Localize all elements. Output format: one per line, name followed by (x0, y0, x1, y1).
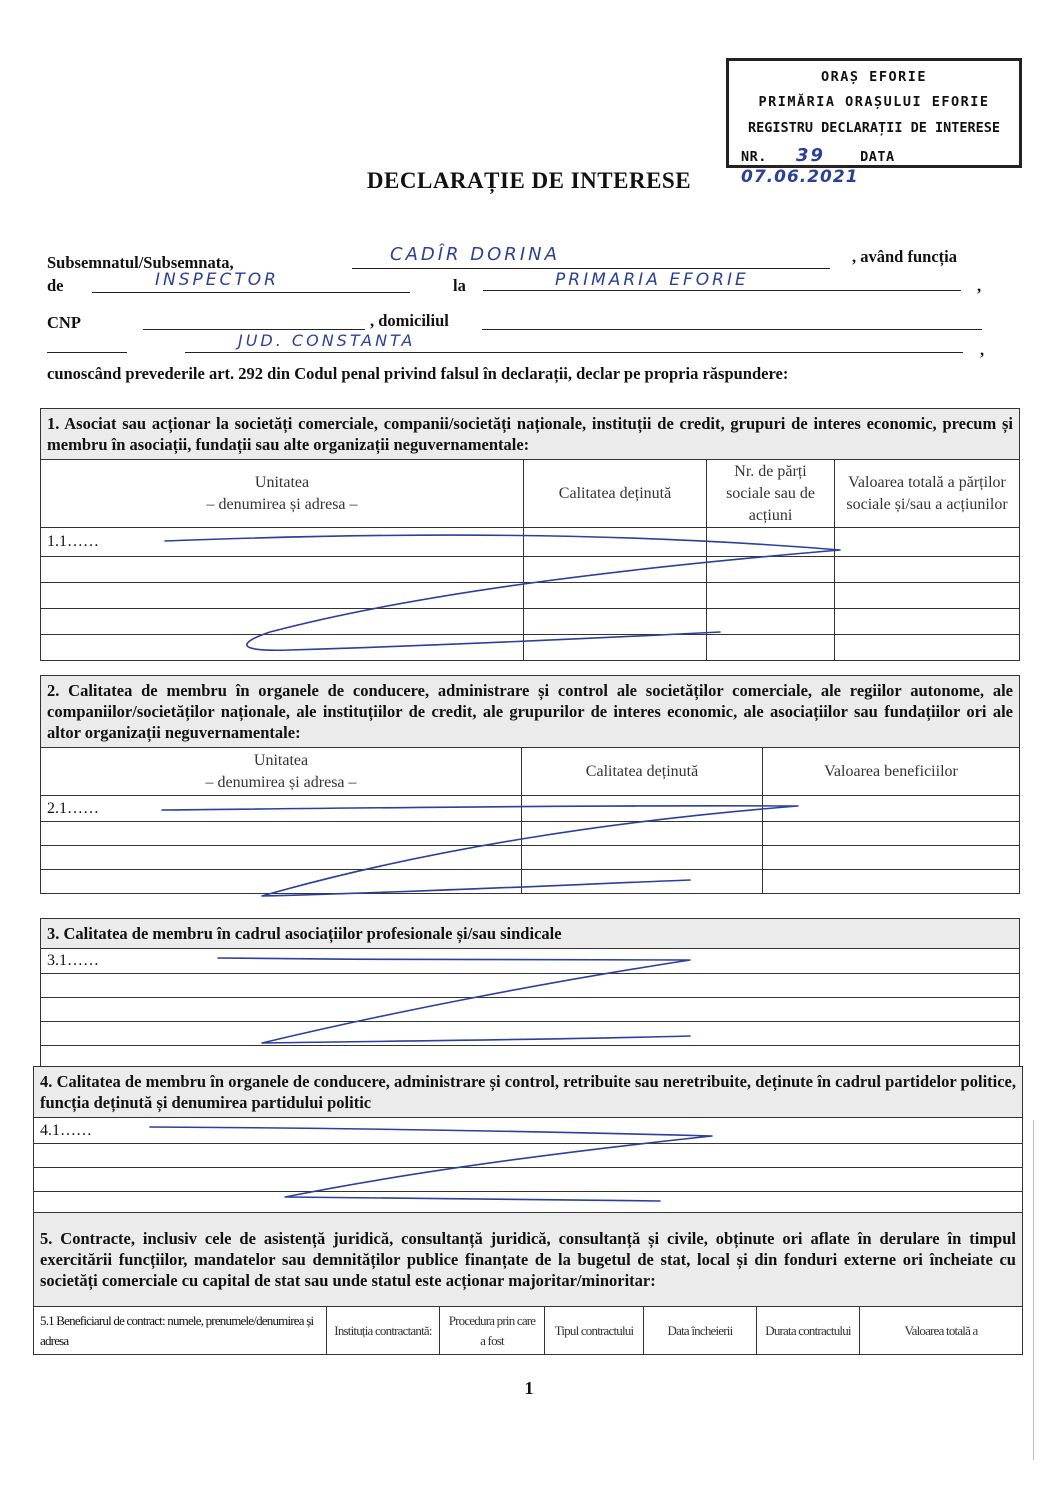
s5-col-value: Valoarea totală a (860, 1307, 1023, 1355)
s2-row-label: 2.1…… (41, 796, 522, 822)
domicile-value: JUD. CONSTANTA (238, 331, 416, 350)
table-row (41, 583, 1020, 609)
s1-col-value: Valoarea totală a părților sociale și/sau a acțiunilor (835, 460, 1020, 528)
domicile-label: , domiciliul (370, 311, 449, 330)
s2-col-unit: Unitatea (253, 751, 309, 769)
section-3-table (40, 918, 1020, 1070)
section-2-table (40, 675, 1020, 894)
s1-col-unit-sub: – denumirea și adresa – (206, 495, 358, 513)
section-1-table (40, 408, 1020, 661)
s5-col-type: Tipul contractului (545, 1307, 644, 1355)
stamp-register: REGISTRU DECLARAȚII DE INTERESE (748, 120, 1000, 136)
page-number: 1 (524, 1378, 534, 1398)
s5-col-beneficiary: 5.1 Beneficiarul de contract: numele, prenumele/denumirea și adresa (34, 1307, 327, 1355)
domicile-underline-2a (47, 352, 127, 353)
s1-row-label: 1.1…… (41, 528, 524, 557)
institution-value: PRIMARIA EFORIE (555, 270, 749, 290)
section-5-heading: 5. Contracte, inclusiv cele de asistență juridică, consultanță juridică, consultanță și civile, obținute ori aflate în derulare în timpul exercitării funcțiilor, mandatelor sau demnităților publice finanțate de la bugetul de stat, local și din fonduri externe ori încheiate cu societăți comerciale cu capital de stat sau unde statul este acționar majoritar/minoritar: (34, 1213, 1023, 1307)
name-value: CADÎR DORINA (390, 244, 560, 265)
s4-row-label: 4.1…… (34, 1118, 1023, 1144)
cnp-underline (143, 329, 365, 330)
registration-stamp (726, 58, 1022, 187)
s1-col-shares: Nr. de părți sociale sau de acțiuni (707, 460, 835, 528)
section-4-heading: 4. Calitatea de membru în organele de conducere, administrare și control, retribuite sau neretribuite, deținute în cadrul partidelor politice, funcția deținută și denumirea partidului politic (34, 1067, 1023, 1118)
section-5-table (33, 1212, 1023, 1355)
table-row (41, 1022, 1020, 1046)
function-underline (92, 292, 410, 293)
table-row (34, 1168, 1023, 1192)
stamp-nr-label: NR. (741, 149, 767, 165)
stamp-city: ORAȘ EFORIE (821, 69, 927, 85)
s2-col-benefits: Valoarea beneficiilor (763, 748, 1020, 796)
stamp-date-value: 07.06.2021 (741, 167, 859, 187)
section-2-heading: 2. Calitatea de membru în organele de conducere, administrare și control ale societăților comerciale, ale regiilor autonome, ale companiilor/societăților naționale, ale instituțiilor de credit, ale grupurilor de interes economic, ale asociațiilor sau fundațiilor ori ale altor organizații neguvernamentale: (41, 676, 1020, 748)
page-title: DECLARAȚIE DE INTERESE (366, 168, 692, 193)
s3-row-label: 3.1…… (41, 949, 1020, 974)
domicile-underline-1 (482, 329, 982, 330)
domicile-underline-2b (185, 352, 963, 353)
name-label: Subsemnatul/Subsemnata, (47, 253, 234, 272)
comma-2: , (980, 340, 985, 359)
s5-col-institution: Instituția contractantă: (327, 1307, 440, 1355)
stamp-institution: PRIMĂRIA ORAȘULUI EFORIE (758, 94, 990, 110)
s1-col-quality: Calitatea deținută (524, 460, 707, 528)
table-row (41, 609, 1020, 635)
table-row (41, 557, 1020, 583)
name-underline (352, 268, 830, 269)
table-row (41, 974, 1020, 998)
legal-statement: cunoscând prevederile art. 292 din Codul penal privind falsul în declarații, declar pe propria răspundere: (47, 364, 789, 383)
function-label: , având funcția (852, 247, 957, 266)
table-row (41, 846, 1020, 870)
function-value: INSPECTOR (155, 270, 279, 290)
stamp-nr-value: 39 (796, 145, 826, 166)
section-1-heading: 1. Asociat sau acționar la societăți comerciale, companii/societăți naționale, instituții de credit, grupuri de interes economic, precum și membru în asociații, fundații sau alte organizații neguvernamentale: (41, 409, 1020, 460)
s5-col-date: Data încheierii (644, 1307, 757, 1355)
section-3-heading: 3. Calitatea de membru în cadrul asociațiilor profesionale și/sau sindicale (41, 919, 1020, 949)
la-label: la (453, 276, 466, 295)
stamp-date-label: DATA (860, 149, 895, 165)
comma-1: , (977, 276, 982, 295)
cnp-label: CNP (47, 313, 81, 332)
s1-col-unit: Unitatea (254, 473, 310, 491)
institution-underline (483, 290, 961, 291)
table-row (41, 998, 1020, 1022)
table-row (41, 822, 1020, 846)
section-4-table (33, 1066, 1023, 1216)
table-row (41, 635, 1020, 661)
s2-col-quality: Calitatea deținută (522, 748, 763, 796)
s5-col-procedure: Procedura prin care a fost (440, 1307, 545, 1355)
de-label: de (47, 276, 64, 295)
s5-col-duration: Durata contractului (757, 1307, 860, 1355)
table-row (34, 1144, 1023, 1168)
scan-edge-line (1033, 1120, 1034, 1460)
s2-col-unit-sub: – denumirea și adresa – (205, 773, 357, 791)
table-row (41, 870, 1020, 894)
